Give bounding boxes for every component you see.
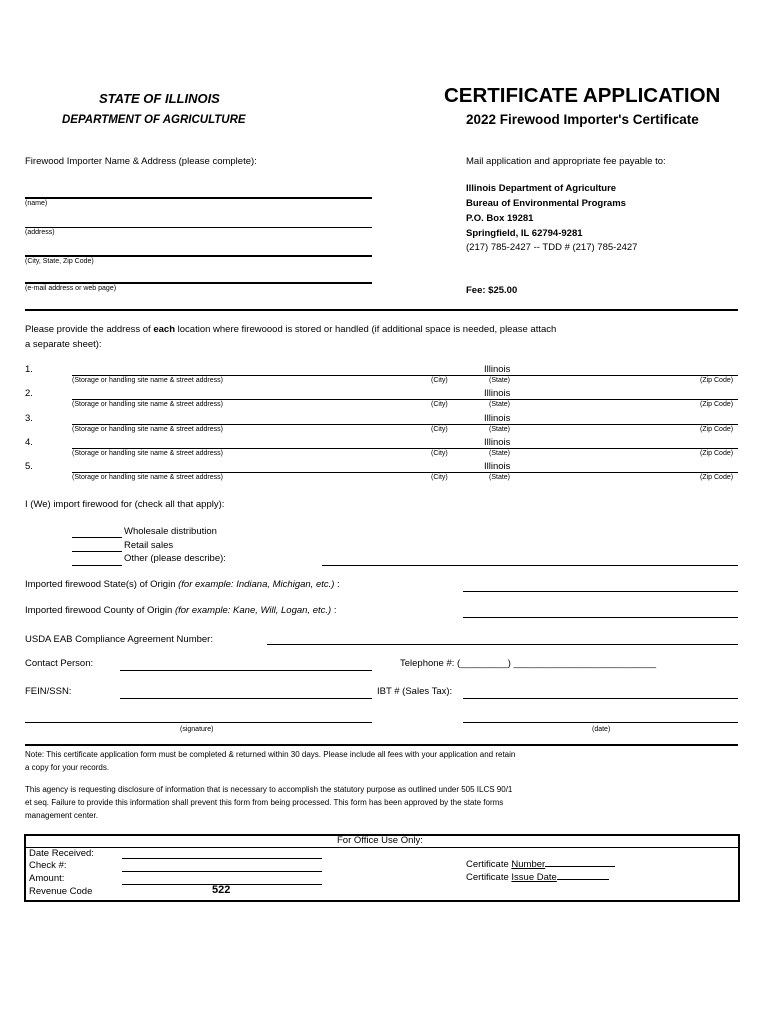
email-line[interactable] xyxy=(25,282,372,284)
importer-label: Firewood Importer Name & Address (please complete): xyxy=(25,156,257,167)
state-caption: (State) xyxy=(489,474,511,482)
location-state-value: Illinois xyxy=(484,388,511,400)
ibt-label: IBT # (Sales Tax): xyxy=(377,686,453,697)
site-caption: (Storage or handling site name & street address) xyxy=(72,449,223,457)
location-number: 4. xyxy=(25,436,33,448)
mail-line-3: P.O. Box 19281 xyxy=(466,213,534,224)
city-caption: (City) xyxy=(431,474,448,482)
signature-caption: (signature) xyxy=(180,726,214,733)
site-caption: (Storage or handling site name & street address) xyxy=(72,401,223,409)
note-divider xyxy=(25,744,738,746)
date-caption: (date) xyxy=(592,726,611,733)
other-checkline[interactable] xyxy=(72,565,122,566)
address-line[interactable] xyxy=(25,227,372,228)
disclosure-line-1: This agency is requesting disclosure of information that is necessary to accomplish the statutory purpose as outlined under 505 ILCS 90/1 xyxy=(25,785,513,794)
disclosure-line-2: et seq. Failure to provide this information shall prevent this form from being processed. This form has been approved by the state forms xyxy=(25,798,504,807)
note-line-1: Note: This certificate application form must be completed & returned within 30 days. Please include all fees with your application and retain xyxy=(25,750,516,759)
fein-label: FEIN/SSN: xyxy=(25,686,72,697)
location-number: 1. xyxy=(25,364,33,375)
state-caption: (State) xyxy=(489,425,511,433)
mail-line-5: (217) 785-2427 -- TDD # (217) 785-2427 xyxy=(466,242,638,253)
location-line[interactable] xyxy=(72,472,738,473)
date-line[interactable] xyxy=(463,722,738,723)
check-label: Check #: xyxy=(29,860,67,871)
page-subtitle: 2022 Firewood Importer's Certificate xyxy=(466,112,699,127)
note-line-2: a copy for your records. xyxy=(25,763,110,772)
locations-intro-line2: a separate sheet): xyxy=(25,339,102,350)
location-state-value: Illinois xyxy=(484,412,511,424)
mail-label: Mail application and appropriate fee payable to: xyxy=(466,156,666,167)
state-heading: STATE OF ILLINOIS xyxy=(99,91,220,106)
section-divider xyxy=(25,309,738,311)
revenue-code-label: Revenue Code xyxy=(29,886,93,897)
certificate-issue-date-label: Certificate Issue Date xyxy=(466,872,609,883)
ibt-line[interactable] xyxy=(463,698,738,699)
fee-label: Fee: $25.00 xyxy=(466,285,518,296)
city-line[interactable] xyxy=(25,255,372,257)
state-caption: (State) xyxy=(489,401,511,409)
wholesale-option: Wholesale distribution xyxy=(124,526,217,537)
city-caption: (City) xyxy=(431,377,448,384)
site-caption: (Storage or handling site name & street address) xyxy=(72,474,223,482)
city-caption: (City) xyxy=(431,401,448,409)
other-option: Other (please describe): xyxy=(124,553,226,564)
zip-caption: (Zip Code) xyxy=(700,425,734,433)
contact-label: Contact Person: xyxy=(25,658,94,669)
name-caption: (name) xyxy=(25,200,48,207)
location-number: 2. xyxy=(25,388,33,400)
location-state-value: Illinois xyxy=(484,364,511,375)
location-line[interactable] xyxy=(72,399,738,400)
location-state-value: Illinois xyxy=(484,461,511,473)
date-received-label: Date Received: xyxy=(29,848,94,859)
city-caption: (City) xyxy=(431,425,448,433)
other-describe-line[interactable] xyxy=(322,565,738,566)
city-caption: (City, State, Zip Code) xyxy=(25,258,94,265)
name-line[interactable] xyxy=(25,197,372,199)
date-received-line[interactable] xyxy=(122,858,322,859)
state-caption: (State) xyxy=(489,449,511,457)
zip-caption: (Zip Code) xyxy=(700,449,734,457)
usda-line[interactable] xyxy=(267,644,738,645)
location-number: 3. xyxy=(25,412,33,424)
origin-county-label: Imported firewood County of Origin (for example: Kane, Will, Logan, etc.) : xyxy=(25,605,337,616)
disclosure-line-3: management center. xyxy=(25,811,98,820)
location-number: 5. xyxy=(25,461,33,473)
import-types-label: I (We) import firewood for (check all that apply): xyxy=(25,499,225,510)
signature-line[interactable] xyxy=(25,722,372,723)
address-caption: (address) xyxy=(25,229,55,236)
retail-option: Retail sales xyxy=(124,540,174,551)
locations-intro: Please provide the address of each location where firewoood is stored or handled (if additional space is needed, please attach xyxy=(25,324,557,335)
zip-caption: (Zip Code) xyxy=(700,474,734,482)
site-caption: (Storage or handling site name & street address) xyxy=(72,377,223,384)
origin-county-line[interactable] xyxy=(463,617,738,618)
location-line[interactable] xyxy=(72,375,738,376)
location-state-value: Illinois xyxy=(484,436,511,448)
zip-caption: (Zip Code) xyxy=(700,401,734,409)
contact-line[interactable] xyxy=(120,670,372,671)
office-use-divider xyxy=(26,847,738,848)
mail-line-1: Illinois Department of Agriculture xyxy=(466,183,617,194)
email-caption: (e-mail address or web page) xyxy=(25,285,117,292)
origin-state-line[interactable] xyxy=(463,591,738,592)
office-use-title: For Office Use Only: xyxy=(337,835,423,846)
origin-state-label: Imported firewood State(s) of Origin (for example: Indiana, Michigan, etc.) : xyxy=(25,579,340,590)
state-caption: (State) xyxy=(489,377,511,384)
revenue-code-value: 522 xyxy=(212,884,231,896)
wholesale-checkline[interactable] xyxy=(72,537,122,538)
usda-label: USDA EAB Compliance Agreement Number: xyxy=(25,634,213,645)
location-line[interactable] xyxy=(72,448,738,449)
city-caption: (City) xyxy=(431,449,448,457)
site-caption: (Storage or handling site name & street address) xyxy=(72,425,223,433)
mail-line-2: Bureau of Environmental Programs xyxy=(466,198,626,209)
certificate-number-label: Certificate Number xyxy=(466,859,615,870)
telephone-label: Telephone #: (_________) ___________________________ xyxy=(400,658,657,669)
amount-label: Amount: xyxy=(29,873,65,884)
check-line[interactable] xyxy=(122,871,322,872)
zip-caption: (Zip Code) xyxy=(700,377,734,384)
department-heading: DEPARTMENT OF AGRICULTURE xyxy=(62,114,246,126)
page-title: CERTIFICATE APPLICATION xyxy=(444,84,721,107)
mail-line-4: Springfield, IL 62794-9281 xyxy=(466,228,583,239)
fein-line[interactable] xyxy=(120,698,372,699)
location-line[interactable] xyxy=(72,424,738,425)
retail-checkline[interactable] xyxy=(72,551,122,552)
